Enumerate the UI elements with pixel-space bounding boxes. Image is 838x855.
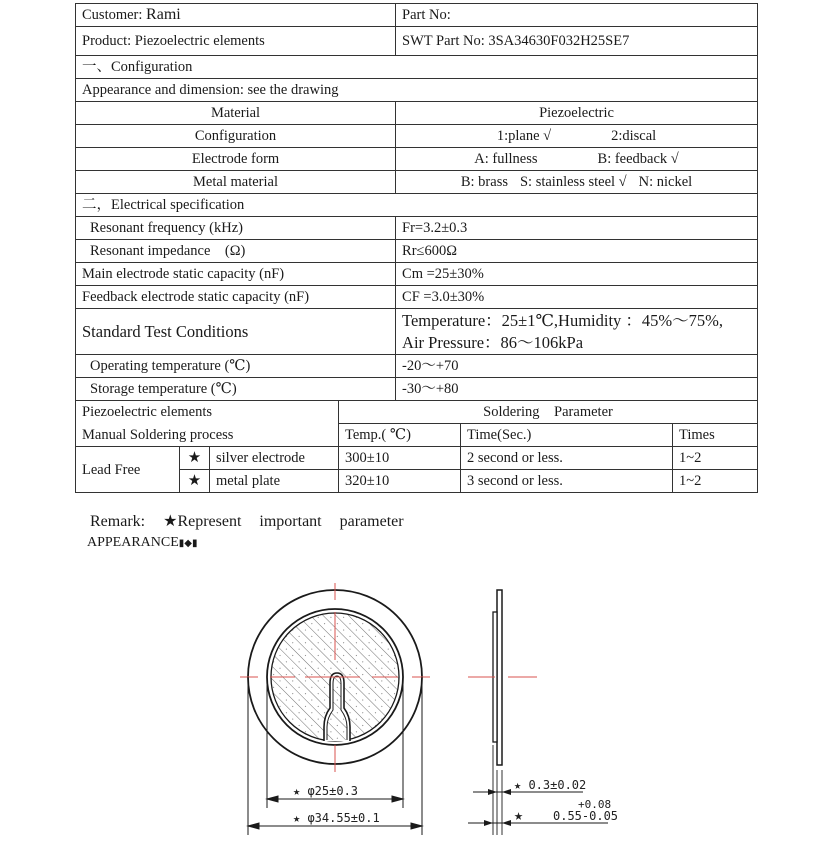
metal-material-value	[396, 171, 758, 194]
material-value: Piezoelectric	[396, 102, 758, 125]
solder-temp: 300±10	[339, 447, 461, 470]
standard-test-label: Standard Test Conditions	[76, 309, 396, 355]
electrode-form-value	[396, 148, 758, 171]
resonant-frequency-label: Resonant frequency (kHz)	[76, 217, 396, 240]
storage-temp-value: -30～+80	[396, 378, 758, 401]
option-discal: 2:discal	[611, 128, 657, 144]
col-times-header: Times	[673, 424, 758, 447]
configuration-section-title: 一、Configuration	[76, 56, 758, 79]
operating-temp-value: -20～+70	[396, 355, 758, 378]
centerline	[240, 583, 430, 772]
resonant-frequency-value: Fr=3.2±0.3	[396, 217, 758, 240]
outer-diameter-dim: ★ φ34.55±0.1	[293, 811, 380, 825]
solder-time: 3 second or less.	[461, 470, 673, 493]
option-stainless-steel: S: stainless steel √	[519, 174, 627, 190]
lead-free-label: Lead Free	[76, 447, 180, 493]
material-label: Material	[76, 102, 396, 125]
side-view	[468, 590, 618, 835]
inner-diameter-dim: ★ φ25±0.3	[293, 784, 359, 798]
thickness-star-icon: ★	[514, 806, 524, 824]
appearance-label: APPEARANCE	[87, 535, 179, 550]
product-cell: Product: Piezoelectric elements	[76, 27, 396, 56]
piezo-drawing	[0, 560, 838, 855]
option-nickel: N: nickel	[638, 174, 693, 190]
main-capacity-label: Main electrode static capacity (nF)	[76, 263, 396, 286]
thickness-tol-upper: +0.08	[578, 798, 612, 811]
solder-times: 1~2	[673, 470, 758, 493]
col-temp-header: Temp.( ℃)	[339, 424, 461, 447]
metal-material-label: Metal material	[76, 171, 396, 194]
part-no-cell: Part No:	[396, 4, 758, 27]
customer-label: Customer:	[82, 7, 147, 23]
solder-temp: 320±10	[339, 470, 461, 493]
star-icon: ★	[180, 447, 210, 470]
standard-test-line1: Temperature：25±1℃,Humidity ：45%～75%,	[402, 310, 724, 330]
option-fullness: A: fullness	[474, 151, 538, 167]
swt-part-no-cell: SWT Part No: 3SA34630F032H25SE7	[396, 27, 758, 56]
metal-plate-side	[497, 590, 502, 765]
option-brass: B: brass	[460, 174, 508, 190]
electrode-form-label: Electrode form	[76, 148, 396, 171]
soldering-title-1: Piezoelectric elements	[76, 401, 339, 424]
resonant-impedance-value: Rr≤600Ω	[396, 240, 758, 263]
resonant-impedance-label: Resonant impedance (Ω)	[76, 240, 396, 263]
configuration-value	[396, 125, 758, 148]
option-feedback: B: feedback √	[597, 151, 679, 167]
soldering-title-2: Manual Soldering process	[76, 424, 339, 447]
electrical-section-title: 二，Electrical specification	[76, 194, 758, 217]
operating-temp-label: Operating temperature (℃)	[76, 355, 396, 378]
spec-table	[75, 3, 758, 493]
solder-item: silver electrode	[210, 447, 339, 470]
storage-temp-label: Storage temperature (℃)	[76, 378, 396, 401]
table-row	[76, 447, 758, 470]
col-time-header: Time(Sec.)	[461, 424, 673, 447]
appearance-title	[87, 535, 198, 551]
front-view	[240, 583, 430, 835]
configuration-label: Configuration	[76, 125, 396, 148]
standard-test-line2: Air Pressure：86～106kPa	[402, 332, 584, 352]
feedback-capacity-label: Feedback electrode static capacity (nF)	[76, 286, 396, 309]
total-thickness-dim: 0.55-0.05	[553, 809, 619, 823]
main-capacity-value: Cm =25±30%	[396, 263, 758, 286]
option-plane: 1:plane √	[496, 128, 552, 144]
soldering-param-title: Soldering Parameter	[339, 401, 758, 424]
solder-times: 1~2	[673, 447, 758, 470]
standard-test-value	[396, 309, 758, 355]
feedback-capacity-value: CF =3.0±30%	[396, 286, 758, 309]
remark-text: Remark: ★Represent important parameter	[90, 513, 404, 530]
customer-cell	[76, 4, 396, 27]
solder-time: 2 second or less.	[461, 447, 673, 470]
appearance-note: Appearance and dimension: see the drawing	[76, 79, 758, 102]
ceramic-thickness-dim: ★ 0.3±0.02	[514, 778, 587, 792]
appearance-glyph-icon: ▮◆▮	[178, 538, 198, 549]
solder-item: metal plate	[210, 470, 339, 493]
customer-value: Rami	[146, 6, 181, 23]
star-icon: ★	[180, 470, 210, 493]
